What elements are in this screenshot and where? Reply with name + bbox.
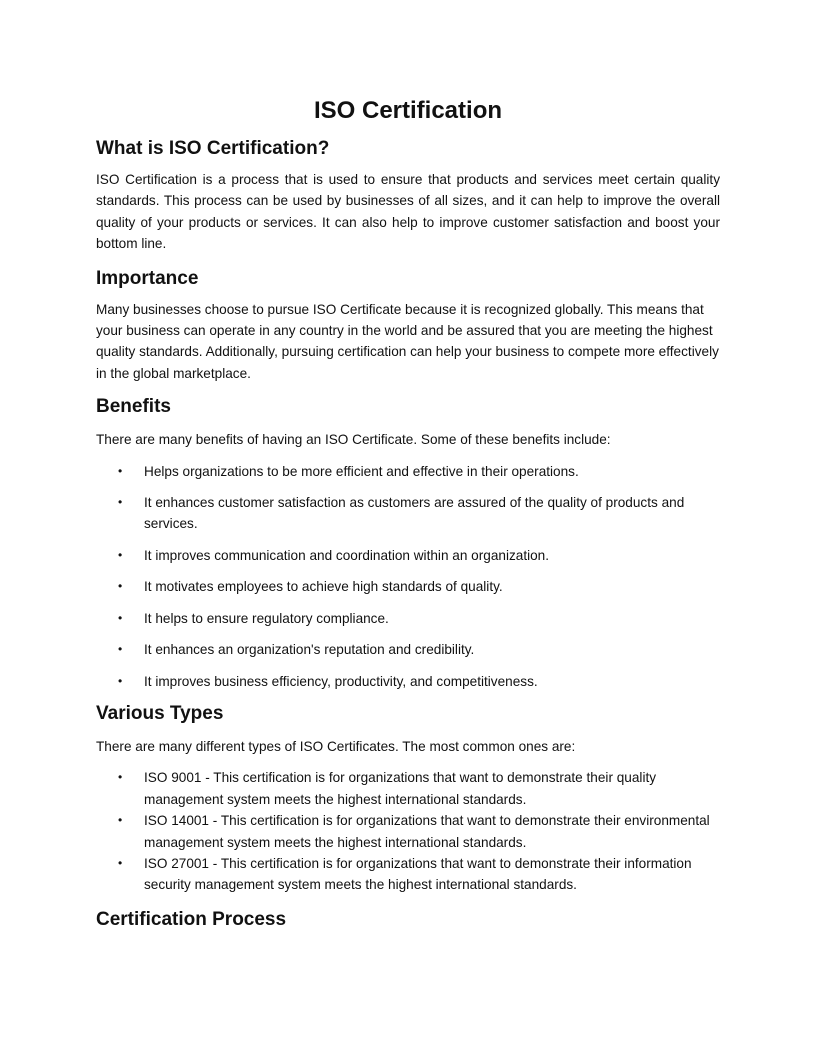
- document-title: ISO Certification: [313, 97, 503, 124]
- list-item: [96, 608, 720, 629]
- list-item-text: It enhances an organization's reputation and credibility.: [144, 642, 475, 658]
- list-item: [96, 853, 720, 896]
- bullet-icon: •: [118, 642, 123, 657]
- list-item: [96, 671, 720, 692]
- list-item: [96, 492, 720, 535]
- list-item-text: ISO 27001 - This certification is for organizations that want to demonstrate their information security management system meets the highest international standards.: [144, 855, 692, 893]
- list-item-text: It improves business efficiency, productivity, and competitiveness.: [144, 673, 538, 689]
- bullet-icon: •: [118, 579, 123, 594]
- list-item: [96, 639, 720, 660]
- list-item: [96, 576, 720, 597]
- benefits-list: [96, 461, 720, 692]
- list-item-text: It motivates employees to achieve high standards of quality.: [144, 579, 503, 595]
- bullet-icon: •: [118, 610, 123, 625]
- document-page: [96, 96, 720, 932]
- heading-what-is: What is ISO Certification?: [96, 138, 330, 159]
- paragraph-what-is: ISO Certification is a process that is used to ensure that products and services meet certain quality standards. This process can be used by businesses of all sizes, and it can help to improve the overall quality of your products or services. It can also help to improve customer satisfaction and boost your bottom line.: [96, 172, 720, 252]
- list-item: [96, 767, 720, 810]
- list-item-text: Helps organizations to be more efficient and effective in their operations.: [144, 463, 579, 479]
- heading-importance: Importance: [96, 267, 199, 289]
- paragraph-types-intro: There are many different types of ISO Certificates. The most common ones are:: [96, 738, 576, 754]
- bullet-icon: •: [118, 673, 123, 688]
- bullet-icon: •: [118, 547, 123, 562]
- list-item-text: It enhances customer satisfaction as customers are assured of the quality of products and services.: [144, 495, 685, 532]
- bullet-icon: •: [118, 770, 123, 785]
- list-item-text: It improves communication and coordination within an organization.: [144, 547, 550, 563]
- list-item-text: ISO 9001 - This certification is for organizations that want to demonstrate their quality management system meets the highest international standards.: [144, 770, 657, 807]
- bullet-icon: •: [118, 495, 123, 510]
- bullet-icon: •: [118, 855, 123, 870]
- list-item: [96, 545, 720, 566]
- list-item: [96, 461, 720, 482]
- heading-various-types: Various Types: [96, 702, 224, 724]
- heading-benefits: Benefits: [96, 396, 171, 418]
- list-item-text: ISO 14001 - This certification is for organizations that want to demonstrate their environmental management system meets the highest international standards.: [144, 813, 710, 850]
- bullet-icon: •: [118, 813, 123, 828]
- bullet-icon: •: [118, 463, 123, 478]
- list-item: [96, 810, 720, 853]
- types-list: [96, 767, 720, 895]
- paragraph-benefits-intro: There are many benefits of having an ISO Certificate. Some of these benefits include:: [96, 432, 611, 448]
- heading-certification-process: Certification Process: [96, 908, 287, 930]
- list-item-text: It helps to ensure regulatory compliance.: [144, 610, 389, 626]
- paragraph-importance: Many businesses choose to pursue ISO Certificate because it is recognized globally. This means that your business can operate in any country in the world and be assured that you are meeting the highest quality standards. Additionally, pursuing certification can help your business to compete more effectively in the global marketplace.: [96, 301, 719, 381]
